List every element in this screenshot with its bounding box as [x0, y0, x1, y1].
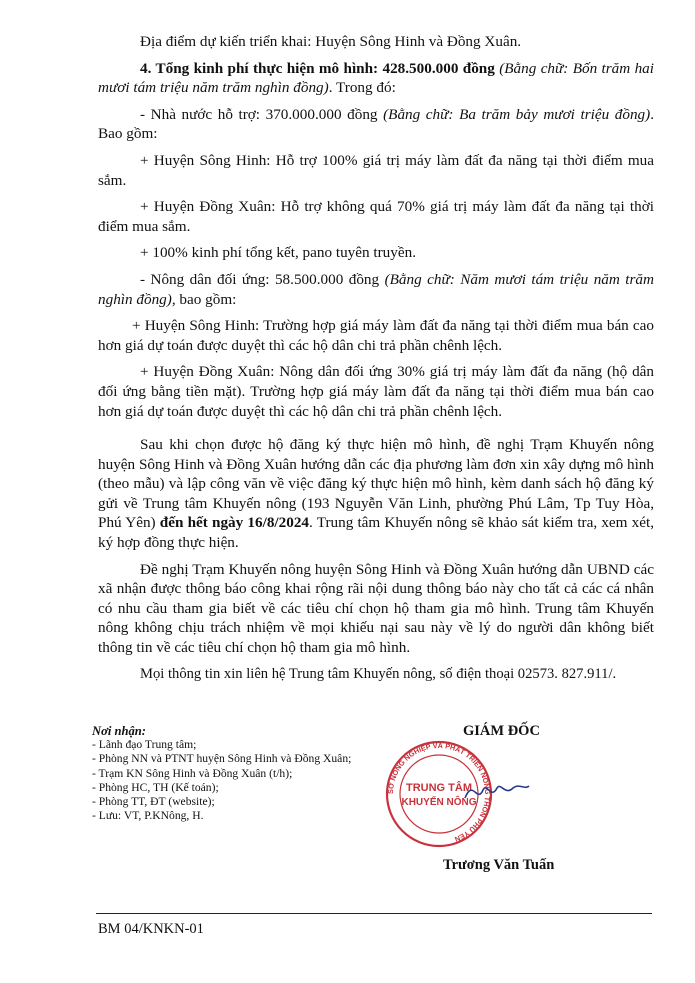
- recipient-item: - Lãnh đạo Trung tâm;: [92, 738, 197, 752]
- paragraph-registration: Sau khi chọn được hộ đăng ký thực hiện mô hình, đề nghị Trạm Khuyến nông huyện Sông Hinh và Đồng Xuân hướng dẫn các địa phương làm đơn xin xây dựng mô hình (theo mẫu) và lập công văn về việc đăng ký thực hiện mô hình, kèm danh sách hộ đăng ký gửi về Trung tâm Khuyến nông (193 Nguyễn Văn Linh, phường Phú Lâm, Tp Tuy Hòa, Phú Yên) đến hết ngày 16/8/2024. Trung tâm Khuyến nông sẽ khảo sát kiểm tra, xem xét, ký hợp đồng thực hiện.: [98, 436, 654, 552]
- paragraph-song-hinh-farmer: + Huyện Sông Hinh: Trường hợp giá máy làm đất đa năng tại thời điểm mua bán cao hơn giá dự toán được duyệt thì các hộ dân chi trả phần chênh lệch.: [98, 317, 654, 354]
- paragraph-announcement: Đề nghị Trạm Khuyến nông huyện Sông Hinh và Đồng Xuân hướng dẫn UBND các xã nhận được thông báo công khai rộng rãi nội dung thông báo này cho tất cả các cá nhân có nhu cầu tham gia biết về các tiêu chí chọn hộ tham gia mô hình. Trung tâm Khuyến nông không chịu trách nhiệm về mọi khiếu nại sau này về lý do người dân không biết thông tin về các tiêu chí chọn hộ tham gia mô hình.: [98, 560, 654, 657]
- total-budget-heading: 4. Tổng kinh phí thực hiện mô hình: 428.500.000 đồng: [140, 59, 495, 77]
- signer-name: Trương Văn Tuấn: [443, 857, 555, 873]
- paragraph-dong-xuan-farmer: + Huyện Đồng Xuân: Nông dân đối ứng 30% giá trị máy làm đất đa năng (hộ dân đối ứng bằng tiền mặt). Trường hợp giá máy làm đất đa năng tại thời điểm mua bán cao hơn giá dự toán được duyệt thì các hộ dân chi trả phần chênh lệch.: [98, 363, 654, 420]
- recipient-item: - Phòng NN và PTNT huyện Sông Hinh và Đồng Xuân;: [92, 752, 352, 766]
- footer-divider: [96, 913, 652, 914]
- signer-title: GIÁM ĐỐC: [463, 723, 540, 739]
- recipient-item: - Phòng TT, ĐT (website);: [92, 795, 215, 809]
- recipient-item: - Phòng HC, TH (Kế toán);: [92, 780, 219, 794]
- form-code: BM 04/KNKN-01: [98, 921, 204, 937]
- recipient-item: - Trạm KN Sông Hinh và Đồng Xuân (t/h);: [92, 766, 293, 780]
- recipients-block: [92, 724, 352, 823]
- paragraph-dong-xuan-support: + Huyện Đồng Xuân: Hỗ trợ không quá 70% giá trị máy làm đất đa năng tại thời điểm mua sắm.: [98, 198, 654, 235]
- recipients-heading: Nơi nhận:: [92, 724, 147, 738]
- recipient-item: - Lưu: VT, P.KNông, H.: [92, 809, 204, 823]
- paragraph-contact: Mọi thông tin xin liên hệ Trung tâm Khuyến nông, số điện thoại 02573. 827.911/.: [140, 665, 617, 682]
- paragraph-total-budget: 4. Tổng kinh phí thực hiện mô hình: 428.500.000 đồng (Bằng chữ: Bốn trăm hai mươi tám triệu năm trăm nghìn đồng). Trong đó:: [98, 59, 654, 97]
- stamp-text-line1: TRUNG TÂM: [406, 782, 472, 794]
- paragraph-state-support: - Nhà nước hỗ trợ: 370.000.000 đồng (Bằng chữ: Ba trăm bảy mươi triệu đồng). Bao gồm:: [98, 105, 654, 143]
- paragraph-song-hinh-support: + Huyện Sông Hinh: Hỗ trợ 100% giá trị máy làm đất đa năng tại thời điểm mua sắm.: [98, 151, 654, 189]
- paragraph-location: Địa điểm dự kiến triển khai: Huyện Sông Hinh và Đồng Xuân.: [140, 33, 522, 50]
- official-stamp: [373, 738, 533, 848]
- deadline: đến hết ngày 16/8/2024: [159, 514, 310, 532]
- stamp-ring-text: SỞ NÔNG NGHIỆP VÀ PHÁT TRIỂN NÔNG THÔN PHÚ YÊN: [385, 740, 493, 844]
- paragraph-farmer-contribution: - Nông dân đối ứng: 58.500.000 đồng (Bằng chữ: Năm mươi tám triệu năm trăm nghìn đồng), bao gồm:: [98, 270, 654, 308]
- document-body: [98, 32, 654, 691]
- paragraph-summary-budget: + 100% kinh phí tổng kết, pano tuyên truyền.: [140, 244, 416, 262]
- stamp-text-line2: KHUYẾN NÔNG: [401, 797, 477, 808]
